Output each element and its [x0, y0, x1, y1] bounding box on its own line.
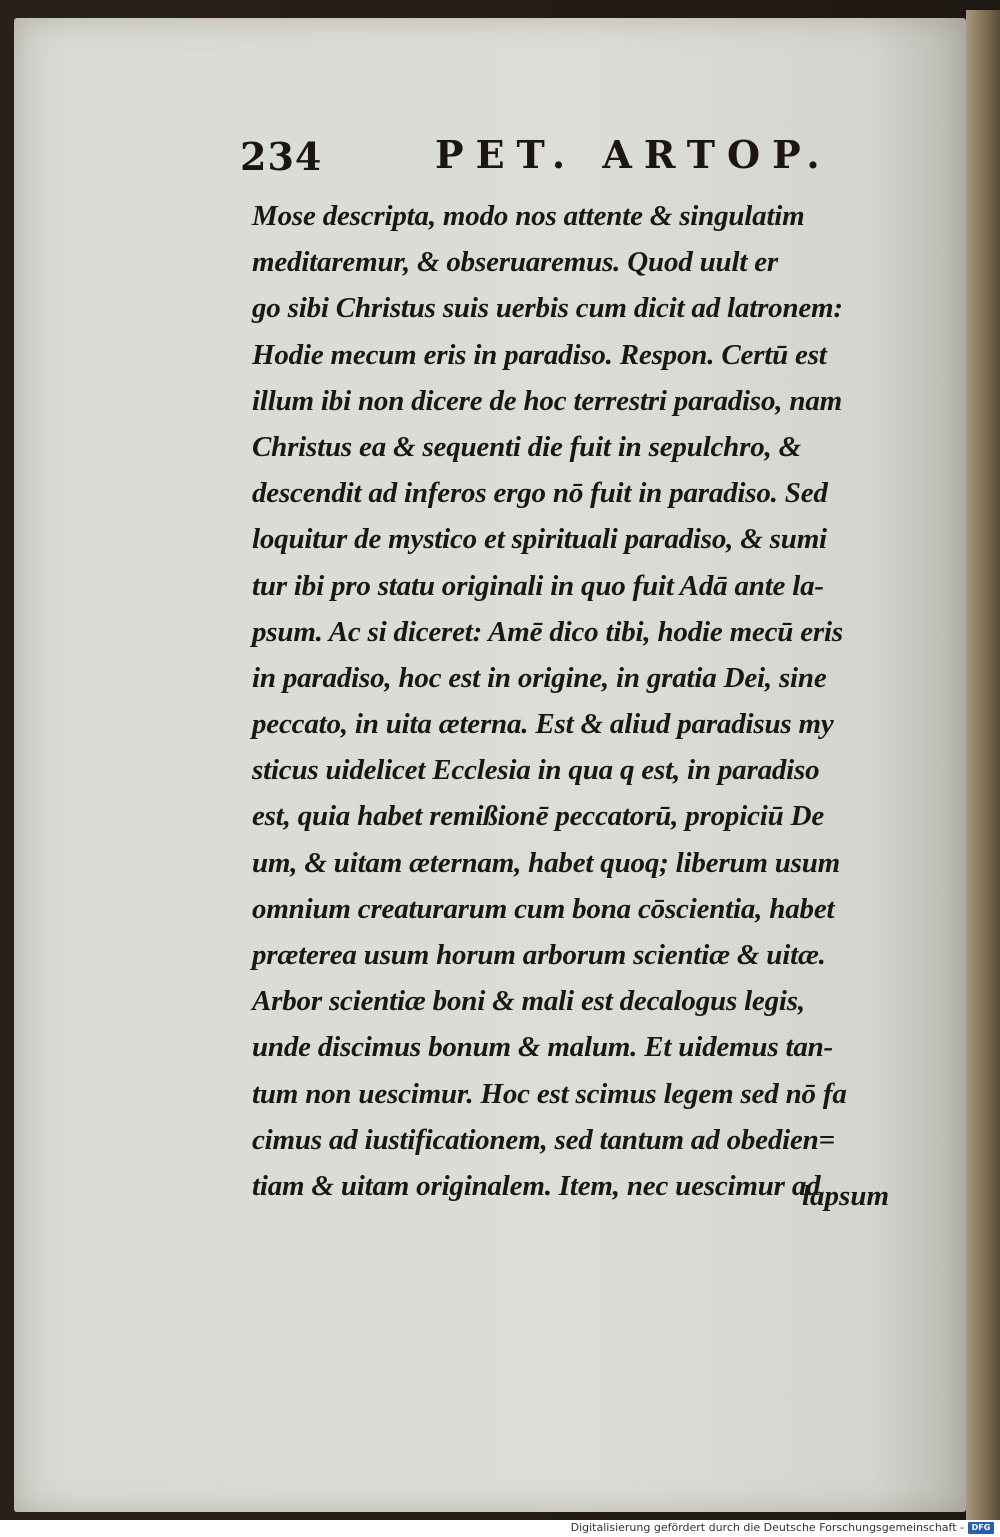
text-line: in paradiso, hoc est in origine, in gratia Dei, sine: [252, 661, 827, 694]
text-line: est, quia habet remißionē peccatorū, propiciū De: [252, 800, 824, 833]
text-line: unde discimus bonum & malum. Et uidemus tan-: [252, 1031, 834, 1064]
footer-bar: [0, 1520, 1000, 1537]
text-line: illum ibi non dicere de hoc terrestri paradiso, nam: [252, 384, 842, 417]
text-line: descendit ad inferos ergo nō fuit in paradiso. Sed: [252, 477, 828, 510]
running-head: PET. ARTOP.: [435, 132, 832, 177]
dfg-logo-icon: DFG: [968, 1522, 994, 1534]
text-line: Hodie mecum eris in paradiso. Respon. Certū est: [252, 338, 827, 371]
text-line: tur ibi pro statu originali in quo fuit Adā ante la-: [252, 569, 824, 602]
funding-credit: Digitalisierung gefördert durch die Deutsche Forschungsgemeinschaft -: [570, 1521, 964, 1534]
text-line: sticus uidelicet Ecclesia in qua q est, in paradiso: [252, 754, 820, 787]
text-line: cimus ad iustificationem, sed tantum ad obedien=: [252, 1123, 835, 1156]
catchword: lapsum: [802, 1180, 890, 1212]
body-text: [252, 193, 912, 1209]
text-line: peccato, in uita æterna. Est & aliud paradisus my: [252, 708, 834, 741]
text-line: tum non uescimur. Hoc est scimus legem sed nō fa: [252, 1077, 847, 1110]
page-edge: [966, 10, 1000, 1520]
text-line: um, & uitam æternam, habet quoq; liberum usum: [252, 846, 841, 879]
text-line: loquitur de mystico et spirituali paradiso, & sumi: [252, 523, 827, 556]
text-line: Mose descripta, modo nos attente & singulatim: [252, 200, 805, 232]
text-line: go sibi Christus suis uerbis cum dicit ad latronem:: [252, 292, 843, 325]
text-line: tiam & uitam originalem. Item, nec uescimur ad: [252, 1169, 821, 1202]
page-number: 234: [240, 134, 323, 179]
text-line: Christus ea & sequenti die fuit in sepulchro, &: [252, 430, 801, 463]
text-line: psum. Ac si diceret: Amē dico tibi, hodie mecū eris: [252, 615, 843, 648]
page-header: [240, 128, 900, 178]
text-line: meditaremur, & obseruaremus. Quod uult er: [252, 246, 778, 279]
text-line: Arbor scientiæ boni & mali est decalogus legis,: [252, 985, 805, 1018]
text-line: præterea usum horum arborum scientiæ & uitæ.: [252, 939, 826, 971]
text-line: omnium creaturarum cum bona cōscientia, habet: [252, 892, 835, 925]
